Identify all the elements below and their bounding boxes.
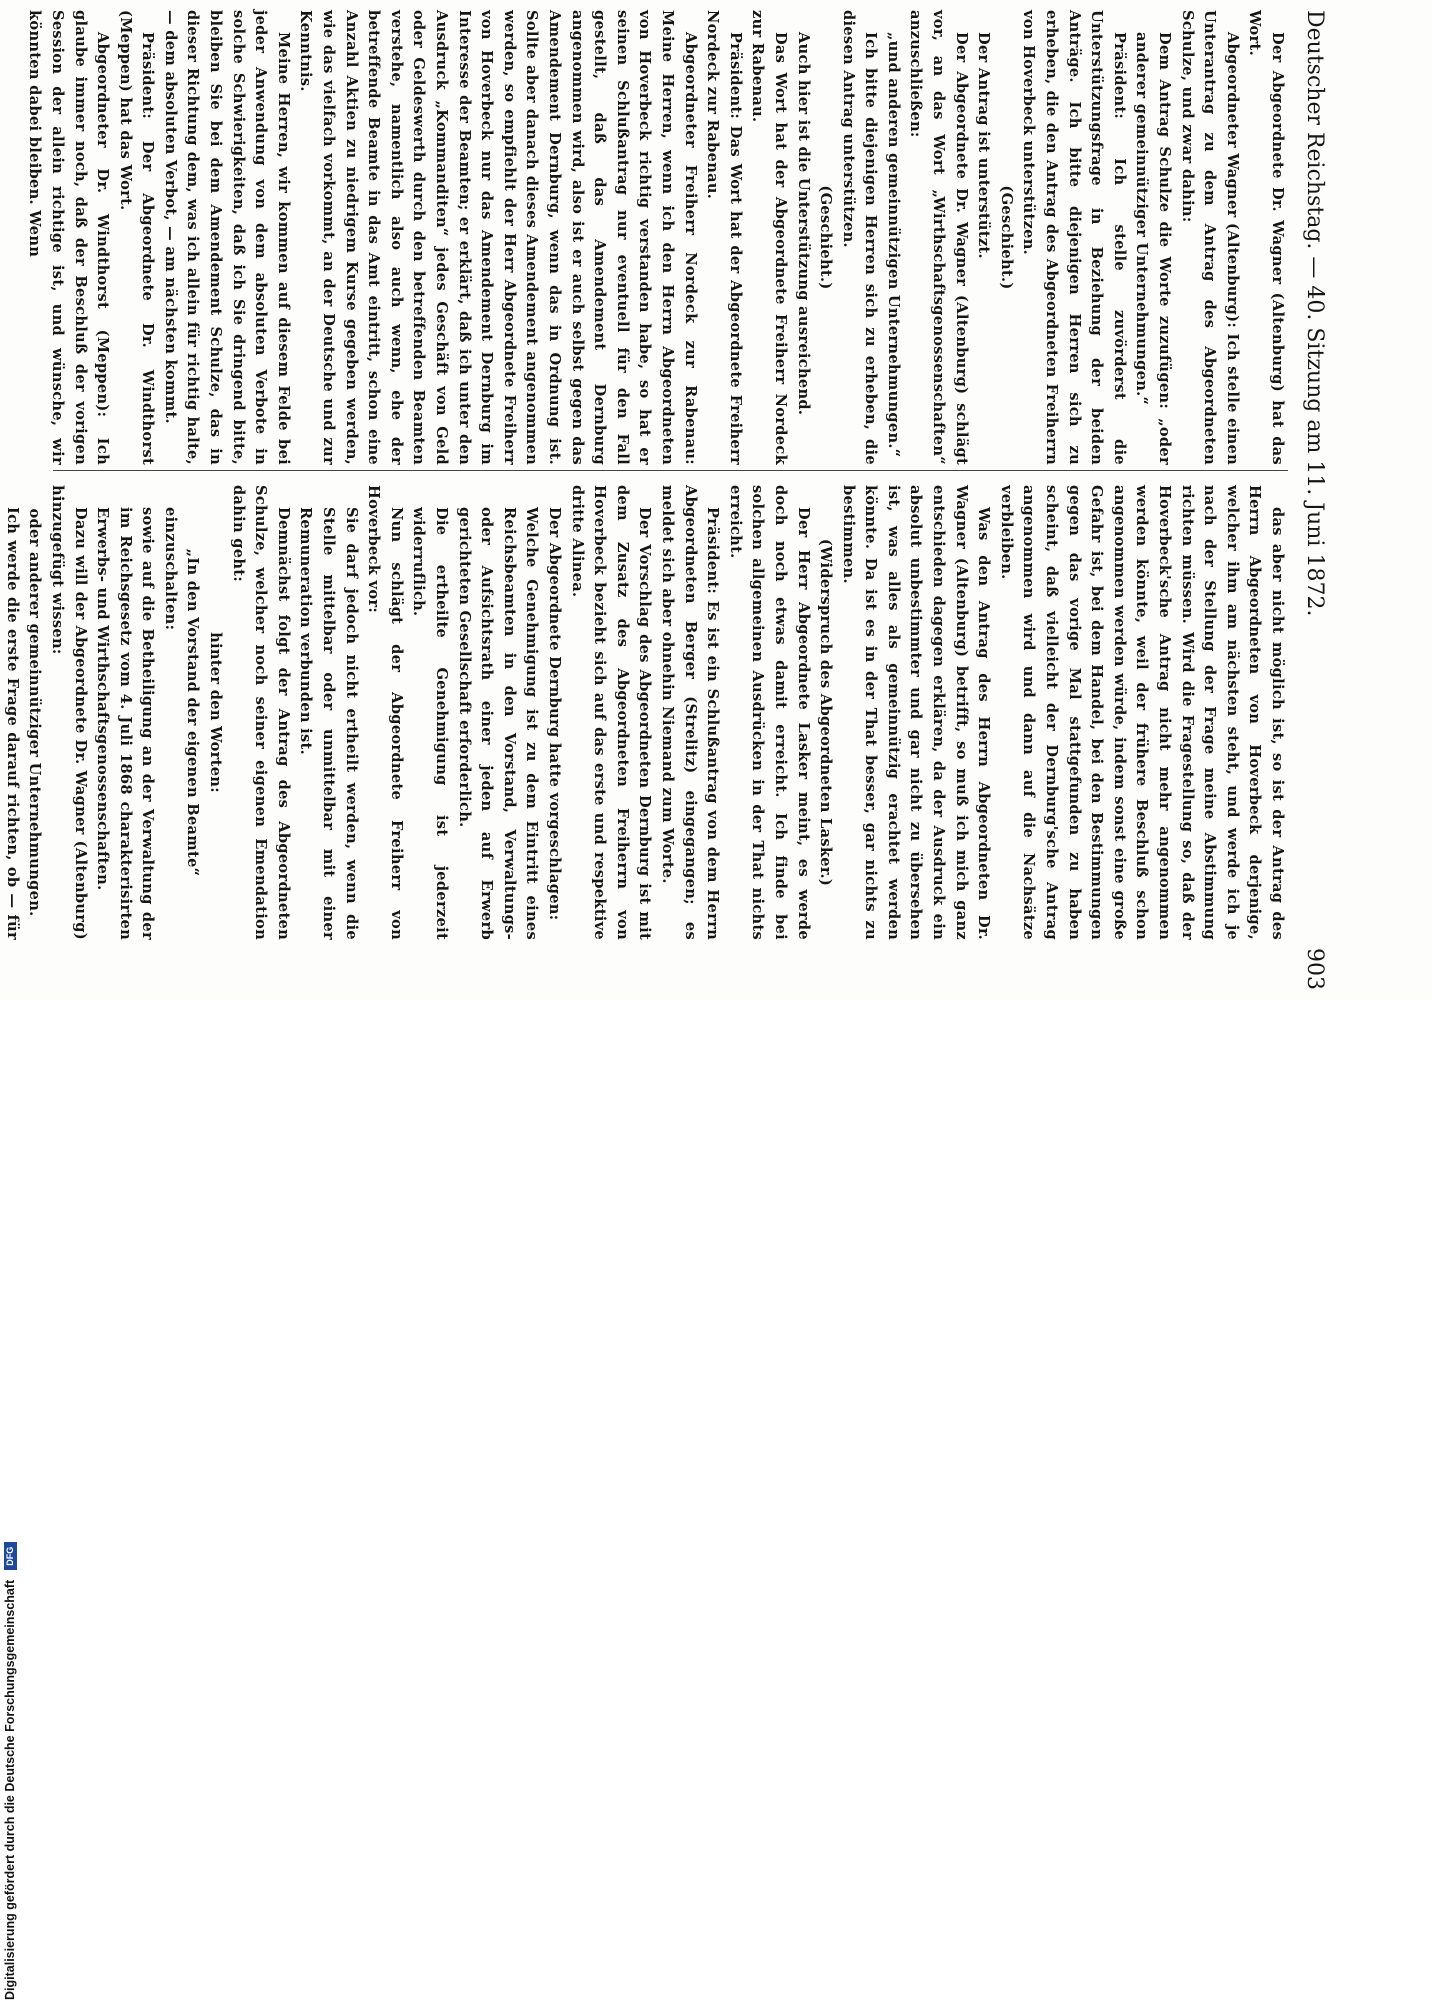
paragraph: Die ertheilte Genehmigung ist jederzeit widerruflich. [410, 507, 451, 940]
paragraph: Was den Antrag des Herrn Abgeordneten Dr. Wagner (Altenburg) betrifft, so muß ich mich ganz entschieden dagegen erklären, da der Ausdruck ein absolut unbestimmter und gar nicht zu übersehen ist, was alles als gemeinnützig erachtet werden könnte. Da ist es in der That besser, gar nichts zu bestimmen. [839, 485, 993, 940]
paragraph: hinter den Worten: [207, 632, 225, 793]
paragraph: Der Vorschlag des Abgeordneten Dernburg ist mit dem Zusatz des Abgeordneten Freiherrn von Hoverbeck bezieht sich auf das erste und respektive dritte Alinea. [568, 485, 654, 940]
paragraph: oder anderer gemeinnütziger Unternehmungen. [26, 508, 44, 917]
paragraph: einzuschalten: [161, 507, 179, 631]
paragraph: Abgeordneter Freiherr Nordeck zur Rabenau: Meine Herren, wenn ich den Herrn Abgeordneten von Hoverbeck richtig verstanden habe, so hat er seinen Schlußantrag nur eventuell für den Fall gestellt, daß das Amendement Dernburg angenommen wird, also ist er auch selbst gegen das Amendement Dernburg, wenn das in Ordnung ist. Sollte aber danach dieses Amendement angenommen werden, so empfiehlt der Herr Abgeordnete Freiherr von Hoverbeck nur das Amendement Dernburg im Interesse der Beamten; er erklärt, daß ich unter den Ausdruck „Kommanditen“ jedes Geschäft von Geld oder Geldeswerth durch den betreffenden Beamten verstehe, namentlich also auch wenn, ehe der betreffende Beamte in das Amt eintritt, schon eine Anzahl Aktien zu niedrigem Kurse gegeben werden, wie das vielfach vorkommt, an der Deutsche und zur Kenntnis. [297, 10, 699, 465]
rotated-page-canvas [0, 0, 1340, 1000]
right-text-column [3, 485, 1288, 940]
paragraph: sowie auf die Betheiligung an der Verwaltung der im Reichsgesetz vom 4. Juli 1868 charakterisirten Erwerbs- und Wirthschaftsgenossenschaften. [94, 507, 157, 940]
paragraph: (Geschieht.) [997, 185, 1015, 290]
dfg-logo-icon: DFG [4, 1542, 17, 1570]
paragraph: Der Abgeordnete Dernburg hatte vorgeschlagen: [546, 507, 563, 921]
paragraph: Dem Antrag Schulze die Worte zuzufügen: „oder anderer gemeinnütziger Unternehmungen.“ [1133, 32, 1174, 465]
paragraph: Ich bitte diejenigen Herren sich zu erheben, die diesen Antrag unterstützen. [839, 10, 880, 465]
header-page-number: 903 [1302, 948, 1327, 990]
paragraph: (Widerspruch des Abgeordneten Lasker.) [817, 538, 835, 887]
paragraph: Welche Genehmigung ist zu dem Eintritt eines Reichsbeamten in den Vorstand, Verwaltungs- oder Aufsichtsrath einer jeden auf Erwerb gerichteten Gesellschaft erforderlich. [455, 507, 541, 940]
left-text-column [26, 10, 1288, 465]
paragraph: Der Abgeordnete Dr. Wagner (Altenburg) schlägt vor, an das Wort „Wirthschaftsgenossenschaften“ anzuschließen: [907, 10, 970, 465]
paragraph: Sie darf jedoch nicht ertheilt werden, wenn die Stelle mittelbar oder unmittelbar mit einer Remuneration verbunden ist. [297, 507, 360, 940]
paragraph: Abgeordneter Dr. Windthorst (Meppen): Ich glaube immer noch, daß der Beschluß der vorigen Session der allein richtige ist, und wünsche, wir könnten dabei bleiben. Wenn [26, 10, 112, 465]
paragraph: (Geschieht.) [817, 185, 835, 290]
paragraph: „und anderen gemeinnützigen Unternehmungen.“ [884, 32, 902, 458]
paragraph: das aber nicht möglich ist, so ist der Antrag des Herrn Abgeordneten von Hoverbeck derjenige, welcher ihm am nächsten steht, und werde ich je nach der Stellung der Frage meine Abstimmung richten müssen. Wird die Fragestellung so, daß der Hoverbeck'sche Antrag nicht mehr angenommen werden könnte, weil der frühere Beschluß schon angenommen werden würde, indem sonst eine große Gefahr ist, bei dem Handel, bei den Bestimmungen gegen das vorige Mal stattgefunden zu haben scheint, daß vielleicht der Dernburg'sche Antrag angenommen wird und dann auf die Nachsätze verbleiben. [997, 485, 1286, 940]
paragraph: Ich werde die erste Frage darauf richten, ob — für [3, 507, 21, 940]
paragraph: Präsident: Das Wort hat der Abgeordnete Freiherr Nordeck zur Rabenau. [704, 10, 744, 465]
paragraph: Nun schlägt der Abgeordnete Freiherr von Hoverbeck vor: [365, 485, 405, 940]
page-header [1294, 10, 1334, 990]
paragraph: Der Herr Abgeordnete Lasker meint, es werde doch noch etwas damit erreicht. Ich finde bei solchen allgemeinen Ausdrücken in der That nichts erreicht. [726, 485, 812, 940]
paragraph: Auch hier ist die Unterstützung ausreichend. [794, 32, 812, 416]
header-running-title: Deutscher Reichstag. — 40. Sitzung am 11. Juni 1872. [1302, 10, 1327, 617]
paragraph: Präsident: Es ist ein Schlußantrag von dem Herrn Abgeordneten Berger (Strelitz) eingegangen; es meldet sich aber ohnehin Niemand zum Worte. [658, 485, 722, 940]
paragraph: Meine Herren, wir kommen auf diesem Felde bei jeder Anwendung von dem absoluten Verbote in solche Schwierigkeiten, daß ich Sie dringend bitte, bleiben Sie bei dem Amendement Schulze, das in dieser Richtung dem, was ich allein für richtig halte, — dem absoluten Verbot, — am nächsten kommt. [161, 10, 292, 465]
paragraph: Präsident: Ich stelle zuvörderst die Unterstützungsfrage in Beziehung der beiden Anträge. Ich bitte diejenigen Herren sich zu erheben, die den Antrag des Abgeordneten Freiherrn von Hoverbeck unterstützen. [1020, 10, 1128, 465]
paragraph: Dazu will der Abgeordnete Dr. Wagner (Altenburg) hinzugefügt wissen: [48, 485, 89, 940]
footer-credit [0, 1000, 20, 2000]
paragraph: Präsident: Der Abgeordnete Dr. Windthorst (Meppen) hat das Wort. [116, 10, 157, 465]
footer-strip [0, 1000, 20, 2000]
paragraph: Das Wort hat der Abgeordnete Freiherr Nordeck zur Rabenau. [749, 10, 789, 465]
paragraph: „In den Vorstand der eigenen Beamte“ [184, 548, 202, 877]
paragraph: Der Abgeordnete Dr. Wagner (Altenburg) hat das Wort. [1246, 10, 1286, 465]
paragraph: Der Antrag ist unterstützt. [975, 32, 993, 259]
footer-credit-text: Digitalisierung gefördert durch die Deutsche Forschungsgemeinschaft [3, 1579, 17, 2000]
paragraph: Demnächst folgt der Antrag des Abgeordneten Schulze, welcher noch seiner eigenen Emendation dahin geht: [229, 485, 292, 940]
paragraph: Abgeordneter Wagner (Altenburg): Ich stelle einen Unterantrag zu dem Antrag des Abgeordneten Schulze, und zwar dahin: [1178, 10, 1241, 465]
column-divider [53, 470, 1288, 471]
